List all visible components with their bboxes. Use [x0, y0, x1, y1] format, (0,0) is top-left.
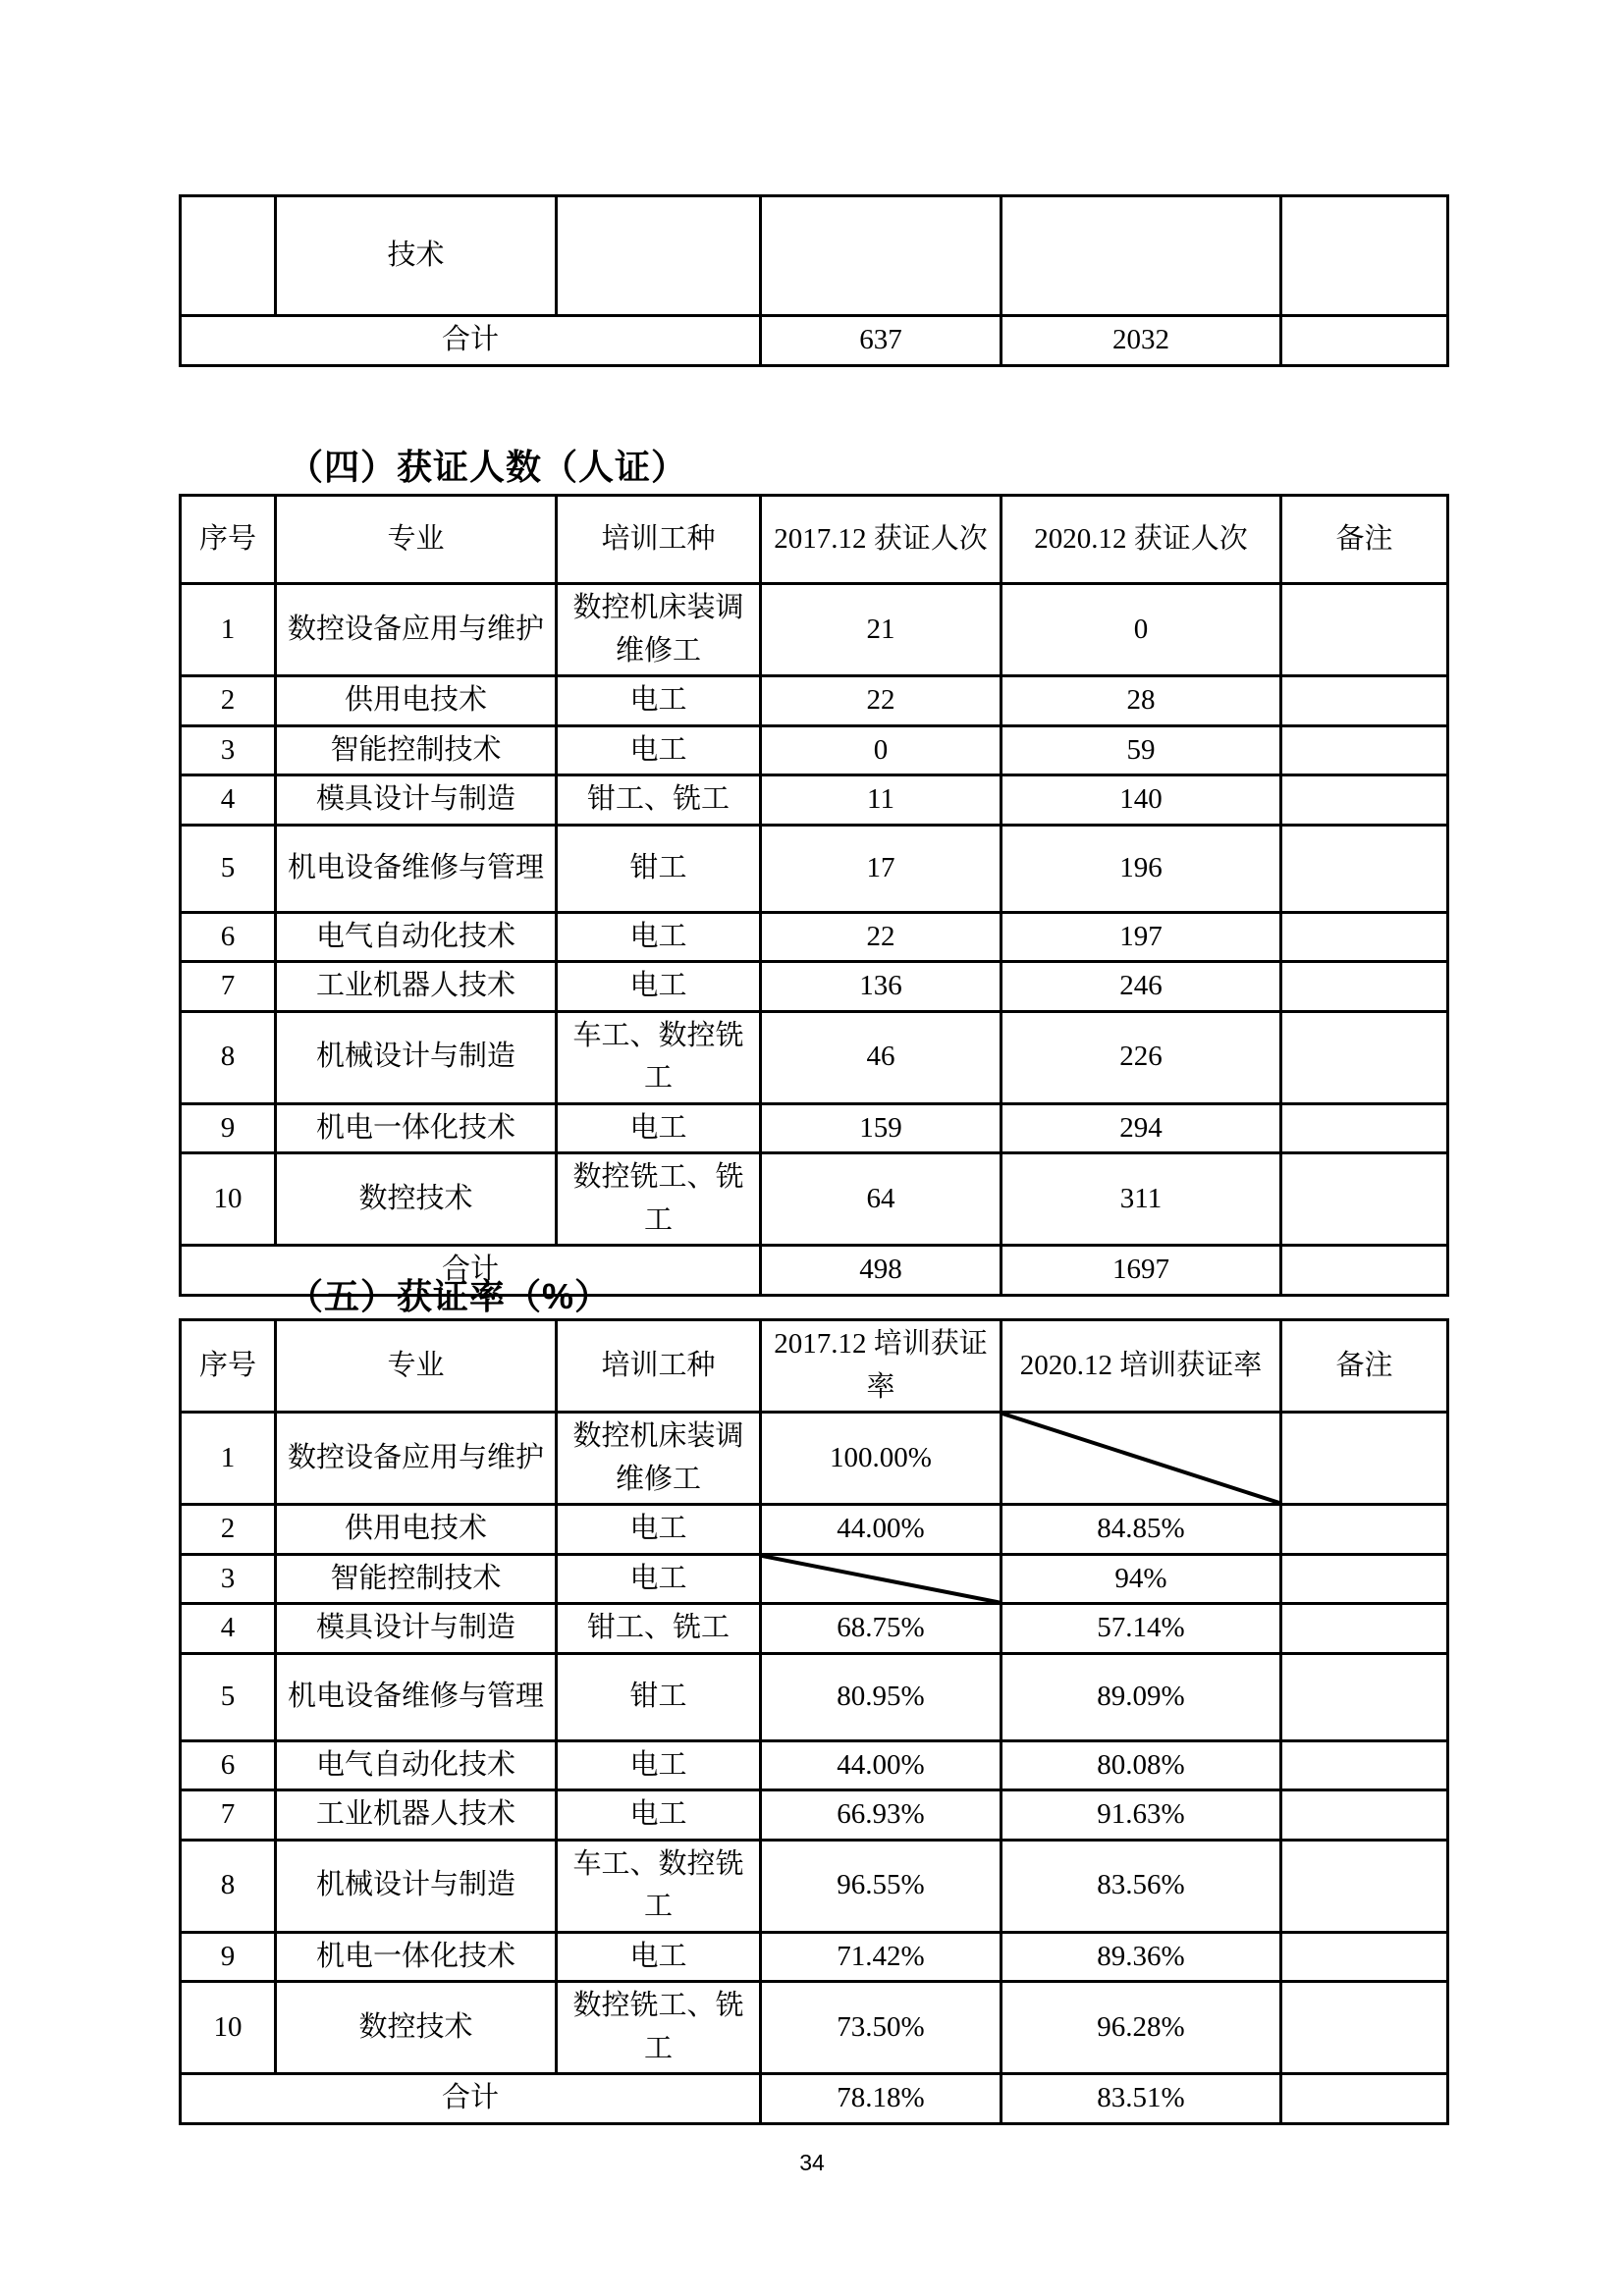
cell-2017: 159 [761, 1103, 1001, 1153]
table-row [181, 1554, 1448, 1604]
cell-trade: 车工、数控铣工 [557, 1011, 761, 1103]
table-row [181, 1413, 1448, 1505]
header-trade: 培训工种 [557, 496, 761, 584]
cell-major: 工业机器人技术 [276, 1790, 557, 1841]
cell-2017: 68.75% [761, 1604, 1001, 1654]
cell-2020: 94% [1001, 1554, 1281, 1604]
cell-major: 数控设备应用与维护 [276, 584, 557, 676]
table-row [181, 725, 1448, 775]
cell-trade: 电工 [557, 1505, 761, 1555]
table-row [181, 1604, 1448, 1654]
cell-2017: 96.55% [761, 1840, 1001, 1932]
total-2017: 637 [761, 316, 1001, 366]
total-label: 合计 [181, 316, 761, 366]
cell-note [1281, 196, 1448, 316]
section4-title: （四）获证人数（人证） [288, 447, 688, 487]
cell-2020: 226 [1001, 1011, 1281, 1103]
diagonal-line [1002, 1414, 1279, 1503]
cell-note [1281, 1604, 1448, 1654]
cell-seq: 10 [181, 1153, 276, 1246]
header-seq: 序号 [181, 1320, 276, 1413]
cell-trade: 电工 [557, 676, 761, 726]
cell-trade: 数控机床装调维修工 [557, 584, 761, 676]
cell-2020: 246 [1001, 962, 1281, 1012]
cell-note [1281, 1413, 1448, 1505]
cell-2020: 96.28% [1001, 1982, 1281, 2074]
cell-seq: 4 [181, 775, 276, 826]
cell-trade: 钳工、铣工 [557, 775, 761, 826]
table-row [181, 1505, 1448, 1555]
cell-major: 供用电技术 [276, 1505, 557, 1555]
cell-2017: 0 [761, 725, 1001, 775]
cell-seq: 9 [181, 1103, 276, 1153]
cell-note [1281, 1103, 1448, 1153]
cell-trade: 电工 [557, 1932, 761, 1982]
header-2017: 2017.12 获证人次 [761, 496, 1001, 584]
header-row [181, 496, 1448, 584]
cell-note [1281, 1790, 1448, 1841]
total-row [181, 2074, 1448, 2124]
cell-note [1281, 825, 1448, 912]
cell-2017: 66.93% [761, 1790, 1001, 1841]
cell-2017: 64 [761, 1153, 1001, 1246]
cell-note [1281, 2074, 1448, 2124]
cell-2017: 80.95% [761, 1653, 1001, 1740]
cell-trade: 钳工 [557, 825, 761, 912]
cell-seq: 6 [181, 912, 276, 962]
cell-seq: 2 [181, 676, 276, 726]
table-row [181, 1011, 1448, 1103]
cell-2020: 84.85% [1001, 1505, 1281, 1555]
cell-major: 电气自动化技术 [276, 1740, 557, 1790]
total-2020: 1697 [1001, 1246, 1281, 1296]
cell-2017-na-diagonal [761, 1554, 1001, 1604]
diagonal-line [762, 1556, 1000, 1603]
cell-major: 模具设计与制造 [276, 775, 557, 826]
page-number: 34 [799, 2150, 825, 2175]
cell-note [1281, 962, 1448, 1012]
table-row [181, 1932, 1448, 1982]
cell-seq: 3 [181, 1554, 276, 1604]
table-row [181, 962, 1448, 1012]
cell-seq [181, 196, 276, 316]
cell-major: 工业机器人技术 [276, 962, 557, 1012]
cell-seq: 2 [181, 1505, 276, 1555]
cell-note [1281, 316, 1448, 366]
cell-trade: 数控机床装调维修工 [557, 1413, 761, 1505]
cell-trade: 车工、数控铣工 [557, 1840, 761, 1932]
total-2017: 498 [761, 1246, 1001, 1296]
cell-major: 机电一体化技术 [276, 1103, 557, 1153]
cell-2020: 89.09% [1001, 1653, 1281, 1740]
cell-seq: 1 [181, 1413, 276, 1505]
cell-trade [557, 196, 761, 316]
cell-2020: 311 [1001, 1153, 1281, 1246]
cell-2020: 0 [1001, 584, 1281, 676]
table-row [181, 1653, 1448, 1740]
cell-2020: 83.56% [1001, 1840, 1281, 1932]
cell-2020: 197 [1001, 912, 1281, 962]
cell-major: 数控技术 [276, 1982, 557, 2074]
cell-2020: 196 [1001, 825, 1281, 912]
cell-trade: 电工 [557, 725, 761, 775]
cell-2017: 44.00% [761, 1505, 1001, 1555]
cell-major: 机械设计与制造 [276, 1011, 557, 1103]
cert-rate-table [179, 1318, 1449, 2125]
header-major: 专业 [276, 496, 557, 584]
total-row [181, 316, 1448, 366]
table-row [181, 1840, 1448, 1932]
cell-trade: 电工 [557, 912, 761, 962]
cell-2020-na-diagonal [1001, 1413, 1281, 1505]
cell-2017: 46 [761, 1011, 1001, 1103]
cell-2020: 294 [1001, 1103, 1281, 1153]
cell-trade: 电工 [557, 1790, 761, 1841]
table-row [181, 1153, 1448, 1246]
cell-seq: 9 [181, 1932, 276, 1982]
cell-note [1281, 1982, 1448, 2074]
table-row [181, 196, 1448, 316]
cell-note [1281, 1840, 1448, 1932]
cell-2020: 59 [1001, 725, 1281, 775]
cell-2020: 57.14% [1001, 1604, 1281, 1654]
cell-major: 电气自动化技术 [276, 912, 557, 962]
cell-major: 机电设备维修与管理 [276, 825, 557, 912]
cell-2017: 71.42% [761, 1932, 1001, 1982]
cell-note [1281, 775, 1448, 826]
cell-seq: 7 [181, 962, 276, 1012]
cell-major: 机电一体化技术 [276, 1932, 557, 1982]
header-major: 专业 [276, 1320, 557, 1413]
cell-2020: 140 [1001, 775, 1281, 826]
cell-note [1281, 1153, 1448, 1246]
header-2020: 2020.12 获证人次 [1001, 496, 1281, 584]
cell-seq: 10 [181, 1982, 276, 2074]
header-trade: 培训工种 [557, 1320, 761, 1413]
total-label: 合计 [181, 1246, 761, 1296]
table-row [181, 584, 1448, 676]
cell-major-tail: 技术 [276, 196, 557, 316]
cell-2017: 17 [761, 825, 1001, 912]
table-row [181, 912, 1448, 962]
cell-note [1281, 1932, 1448, 1982]
total-2020: 83.51% [1001, 2074, 1281, 2124]
cell-2017: 21 [761, 584, 1001, 676]
table-row [181, 1103, 1448, 1153]
cell-2017 [761, 196, 1001, 316]
table-row [181, 1740, 1448, 1790]
cell-major: 机械设计与制造 [276, 1840, 557, 1932]
cell-2020: 89.36% [1001, 1932, 1281, 1982]
header-note: 备注 [1281, 1320, 1448, 1413]
cell-note [1281, 1653, 1448, 1740]
cell-note [1281, 1554, 1448, 1604]
cell-seq: 5 [181, 825, 276, 912]
cell-note [1281, 725, 1448, 775]
cell-seq: 7 [181, 1790, 276, 1841]
cell-trade: 电工 [557, 1554, 761, 1604]
cell-seq: 3 [181, 725, 276, 775]
cell-note [1281, 584, 1448, 676]
cell-major: 模具设计与制造 [276, 1604, 557, 1654]
cell-trade: 数控铣工、铣工 [557, 1153, 761, 1246]
header-row [181, 1320, 1448, 1413]
section5-title: （五）获证率（%） [288, 1276, 612, 1316]
total-2017: 78.18% [761, 2074, 1001, 2124]
cell-note [1281, 1740, 1448, 1790]
cell-seq: 5 [181, 1653, 276, 1740]
cell-2020: 80.08% [1001, 1740, 1281, 1790]
cell-note [1281, 1011, 1448, 1103]
cell-major: 机电设备维修与管理 [276, 1653, 557, 1740]
cell-trade: 钳工 [557, 1653, 761, 1740]
cell-2017: 11 [761, 775, 1001, 826]
total-label: 合计 [181, 2074, 761, 2124]
cell-trade: 电工 [557, 962, 761, 1012]
cell-note [1281, 912, 1448, 962]
header-note: 备注 [1281, 496, 1448, 584]
cert-count-table [179, 494, 1449, 1297]
top-table [179, 194, 1449, 367]
cell-major: 数控技术 [276, 1153, 557, 1246]
cell-note [1281, 1246, 1448, 1296]
cell-major: 数控设备应用与维护 [276, 1413, 557, 1505]
cell-seq: 4 [181, 1604, 276, 1654]
cell-trade: 电工 [557, 1740, 761, 1790]
cell-seq: 6 [181, 1740, 276, 1790]
cell-seq: 1 [181, 584, 276, 676]
cell-2017: 73.50% [761, 1982, 1001, 2074]
cell-note [1281, 676, 1448, 726]
cell-2020: 28 [1001, 676, 1281, 726]
cell-note [1281, 1505, 1448, 1555]
cell-2017: 136 [761, 962, 1001, 1012]
header-2017: 2017.12 培训获证率 [761, 1320, 1001, 1413]
cell-2017: 22 [761, 676, 1001, 726]
table-row [181, 676, 1448, 726]
table-row [181, 775, 1448, 826]
cell-major: 智能控制技术 [276, 1554, 557, 1604]
cell-seq: 8 [181, 1011, 276, 1103]
header-2020: 2020.12 培训获证率 [1001, 1320, 1281, 1413]
cell-major: 供用电技术 [276, 676, 557, 726]
table-row [181, 1790, 1448, 1841]
table-row [181, 1982, 1448, 2074]
cell-2020 [1001, 196, 1281, 316]
cell-2020: 91.63% [1001, 1790, 1281, 1841]
header-seq: 序号 [181, 496, 276, 584]
cell-major: 智能控制技术 [276, 725, 557, 775]
cell-seq: 8 [181, 1840, 276, 1932]
table-row [181, 825, 1448, 912]
cell-trade: 数控铣工、铣工 [557, 1982, 761, 2074]
cell-2017: 100.00% [761, 1413, 1001, 1505]
total-2020: 2032 [1001, 316, 1281, 366]
cell-2017: 22 [761, 912, 1001, 962]
cell-trade: 电工 [557, 1103, 761, 1153]
cell-trade: 钳工、铣工 [557, 1604, 761, 1654]
cell-2017: 44.00% [761, 1740, 1001, 1790]
